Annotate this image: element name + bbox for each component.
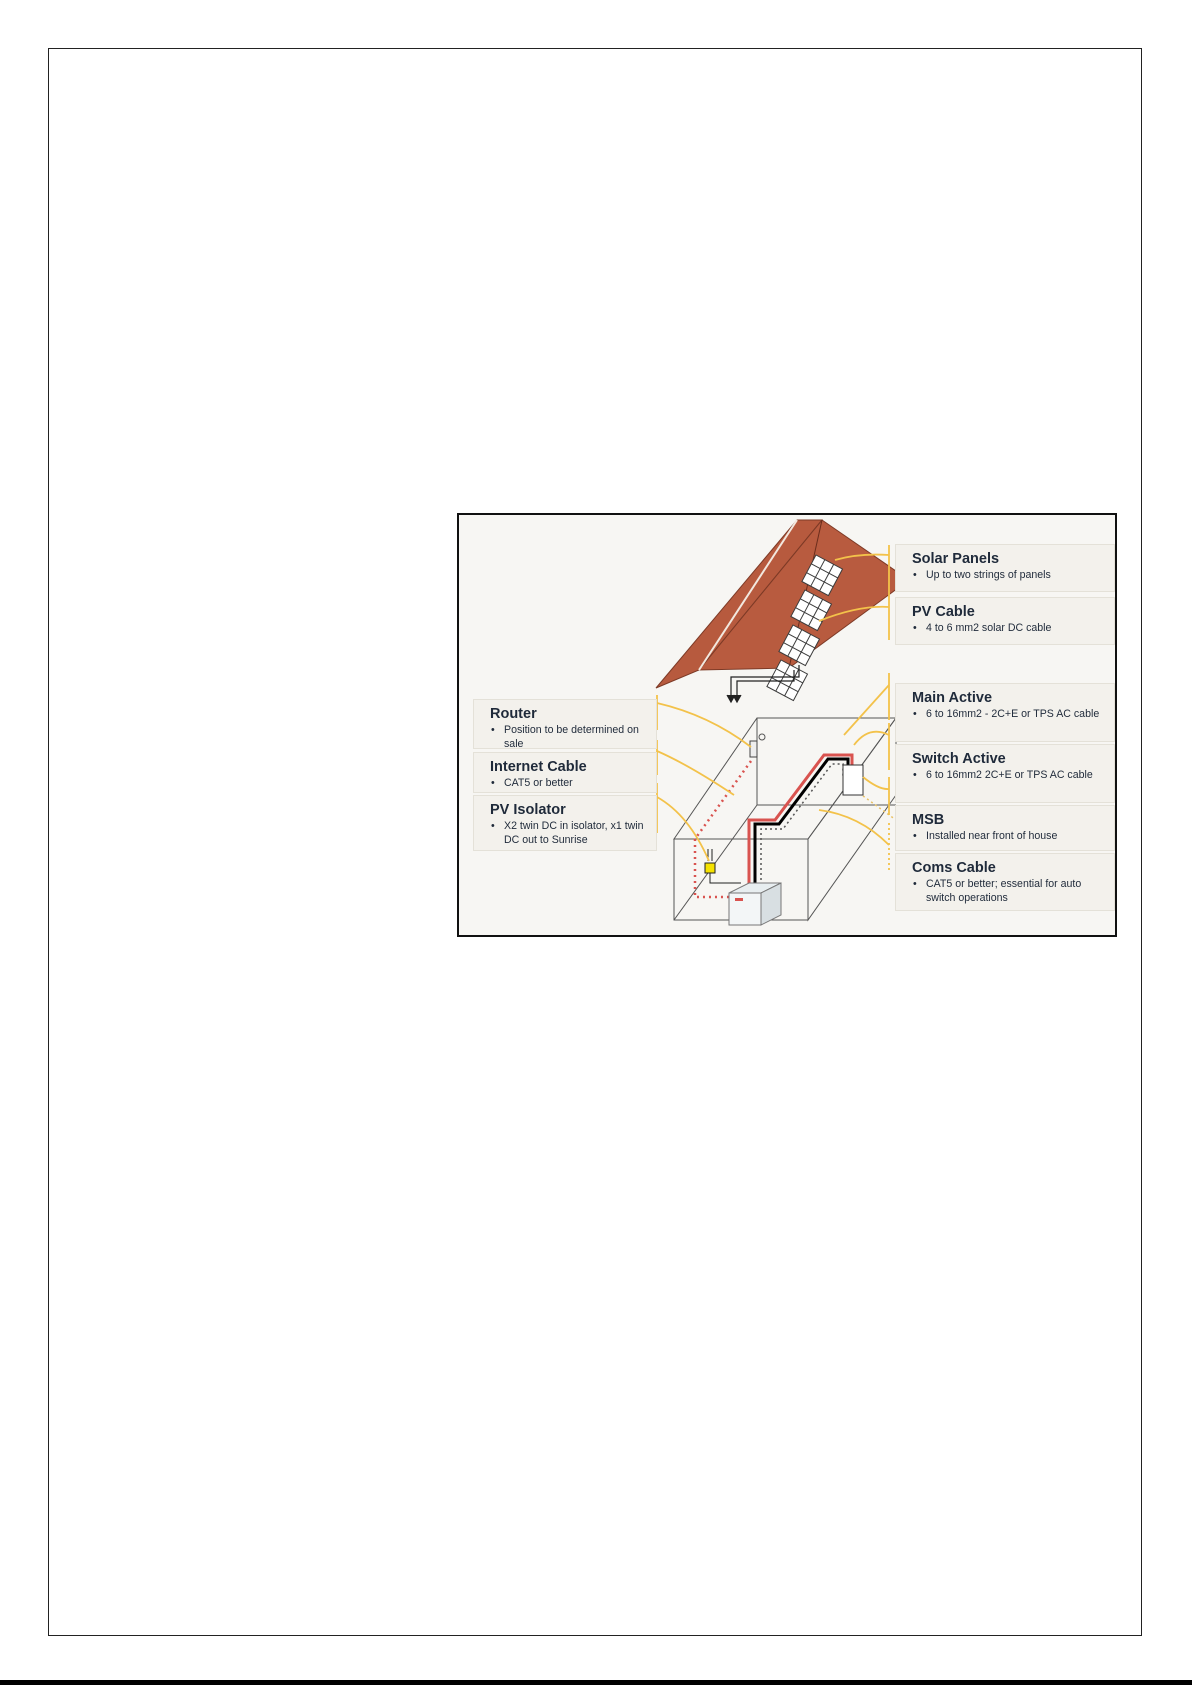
label-title: MSB	[912, 812, 945, 828]
label-title: Solar Panels	[912, 551, 1000, 567]
label-bullet: • Position to be determined on sale	[490, 724, 648, 751]
switch-active-line	[755, 759, 848, 895]
page-bottom-edge	[0, 1680, 1192, 1685]
label-internet-cable	[473, 752, 657, 793]
isolator-icon	[705, 849, 741, 883]
label-bullet: • CAT5 or better	[490, 777, 648, 791]
label-coms-cable	[895, 853, 1115, 911]
label-solar-panels	[895, 544, 1115, 592]
leader-lines-left	[657, 695, 751, 861]
msb-icon	[843, 765, 863, 795]
house-outline	[674, 718, 896, 920]
label-title: Router	[490, 706, 537, 722]
coms-external-line	[859, 793, 896, 820]
label-bullet: • 6 to 16mm2 - 2C+E or TPS AC cable	[912, 708, 1106, 722]
label-bullet: • Up to two strings of panels	[912, 569, 1106, 583]
label-pv-isolator	[473, 795, 657, 851]
label-bullet: • CAT5 or better; essential for auto switch operations	[912, 878, 1106, 905]
label-switch-active	[895, 744, 1115, 803]
label-bullet: • 4 to 6 mm2 solar DC cable	[912, 622, 1106, 636]
label-msb	[895, 805, 1115, 851]
label-pv-cable	[895, 597, 1115, 645]
label-title: Coms Cable	[912, 860, 996, 876]
label-bullet: • X2 twin DC in isolator, x1 twin DC out to Sunrise	[490, 820, 648, 847]
inverter-icon	[729, 883, 781, 925]
label-title: Switch Active	[912, 751, 1006, 767]
label-title: PV Cable	[912, 604, 975, 620]
label-title: PV Isolator	[490, 802, 566, 818]
internet-cable-line	[695, 761, 751, 897]
label-main-active	[895, 683, 1115, 742]
label-router	[473, 699, 657, 749]
label-bullet: • 6 to 16mm2 2C+E or TPS AC cable	[912, 769, 1106, 783]
label-title: Internet Cable	[490, 759, 587, 775]
label-title: Main Active	[912, 690, 993, 706]
solar-installation-diagram	[457, 513, 1117, 937]
label-bullet: • Installed near front of house	[912, 830, 1106, 844]
